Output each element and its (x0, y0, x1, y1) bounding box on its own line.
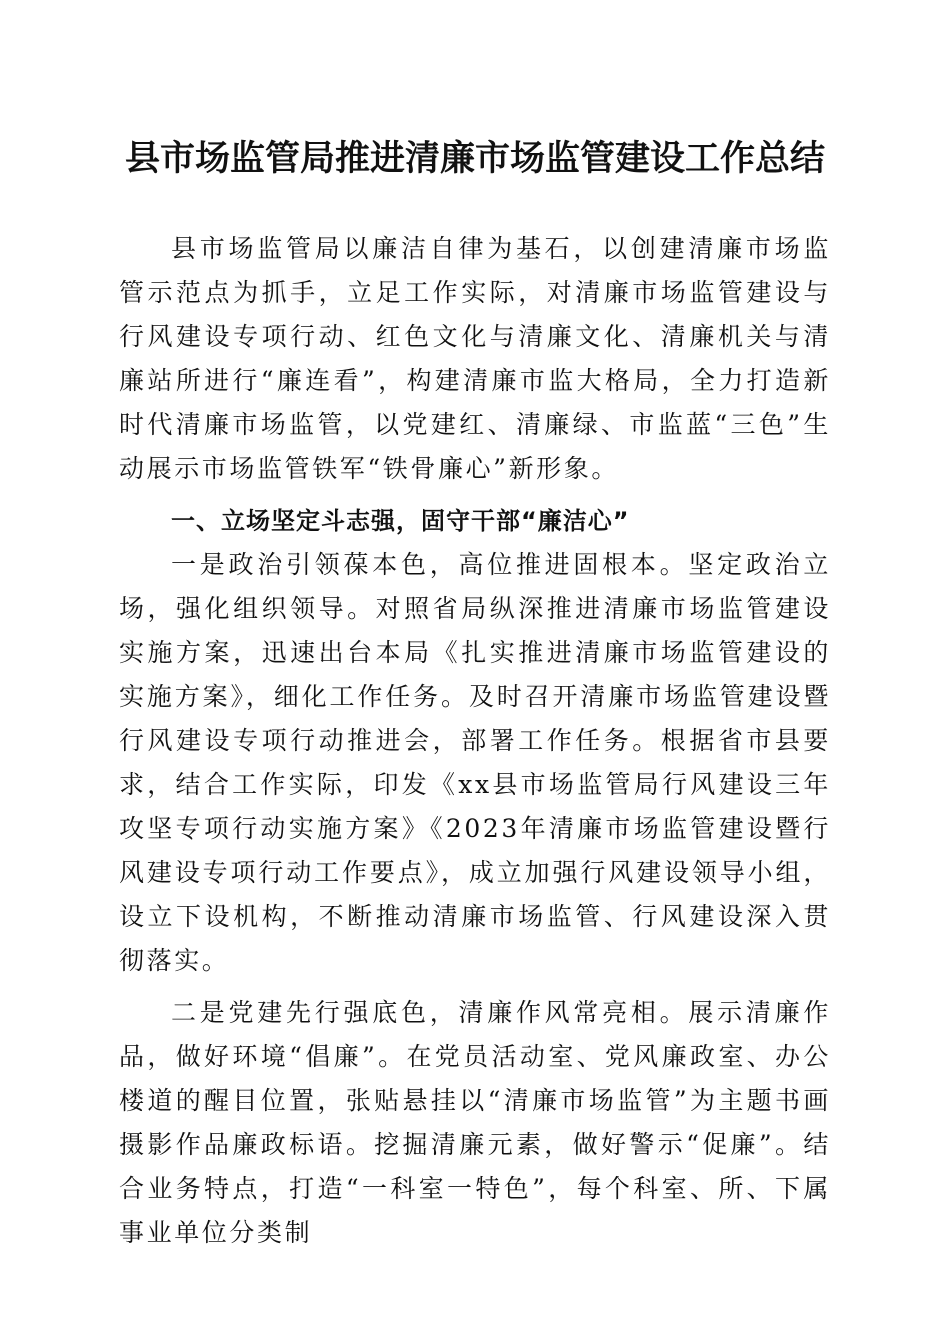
intro-paragraph: 县市场监管局以廉洁自律为基石，以创建清廉市场监管示范点为抓手，立足工作实际，对清廉市场监管建设与行风建设专项行动、红色文化与清廉文化、清廉机关与清廉站所进行“廉连看”，构建清廉市监大格局，全力打造新时代清廉市场监管，以党建红、清廉绿、市监蓝“三色”生动展示市场监管铁军“铁骨廉心”新形象。 (119, 234, 831, 483)
body-paragraph-2: 二是党建先行强底色，清廉作风常亮相。展示清廉作品，做好环境“倡廉”。在党员活动室、党风廉政室、办公楼道的醒目位置，张贴悬挂以“清廉市场监管”为主题书画摄影作品廉政标语。挖掘清廉元素，做好警示“促廉”。结合业务特点，打造“一科室一特色”，每个科室、所、下属事业单位分类制 (119, 998, 831, 1247)
document-body (119, 227, 831, 1255)
section-heading-1: 一、立场坚定斗志强，固守干部“廉洁心” (171, 507, 630, 535)
body-paragraph-1: 一是政治引领葆本色，高位推进固根本。坚定政治立场，强化组织领导。对照省局纵深推进清廉市场监管建设实施方案，迅速出台本局《扎实推进清廉市场监管建设的实施方案》，细化工作任务。及时召开清廉市场监管建设暨行风建设专项行动推进会，部署工作任务。根据省市县要求，结合工作实际，印发《xx县市场监管局行风建设三年攻坚专项行动实施方案》《2023年清廉市场监管建设暨行风建设专项行动工作要点》，成立加强行风建设领导小组，设立下设机构，不断推动清廉市场监管、行风建设深入贯彻落实。 (119, 550, 831, 975)
document-title: 县市场监管局推进清廉市场监管建设工作总结 (124, 138, 825, 179)
